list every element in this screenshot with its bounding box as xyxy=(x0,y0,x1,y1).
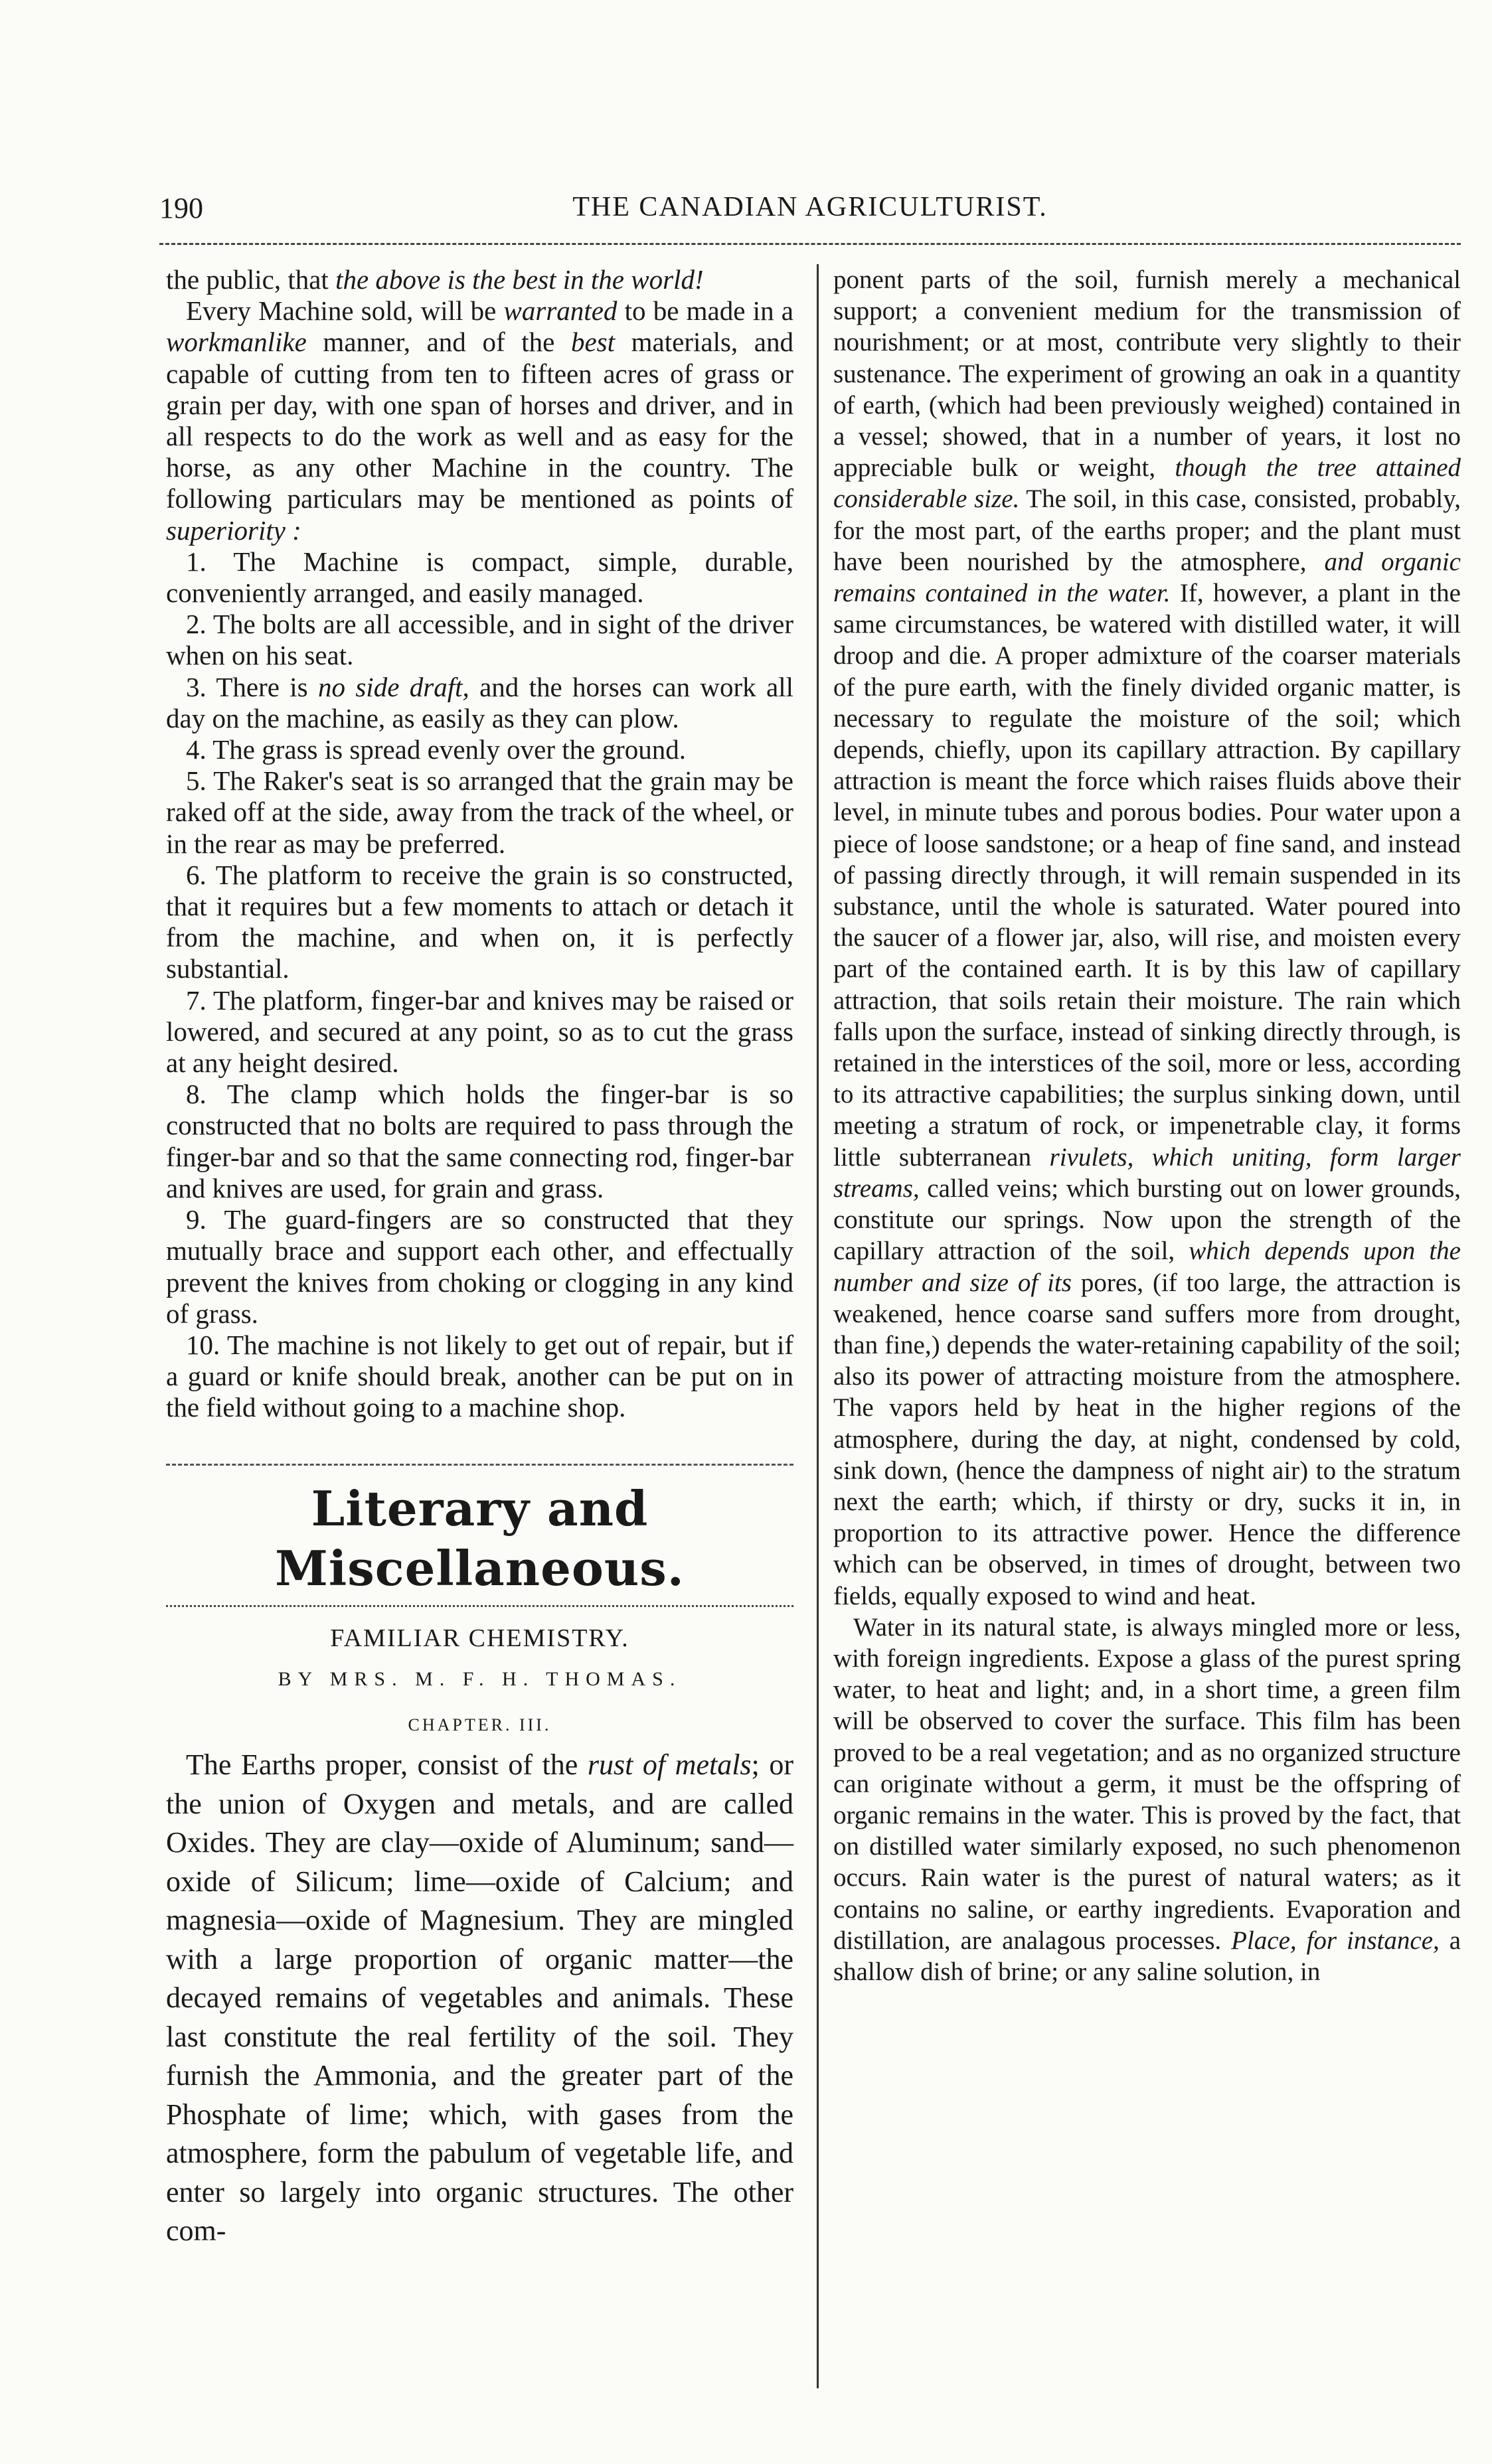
header-rule xyxy=(159,243,1461,245)
page-header xyxy=(159,191,1461,238)
soil-paragraph: ponent parts of the soil, furnish merely a mechanical support; a convenient medium for the transmission of nourishment; or at most, contribute very slightly to their sustenance. The experiment of growing an oak in a quantity of earth, (which had been previously weighed) contained in a vessel; showed, that in a number of years, it lost no appreciable bulk or weight, though the tree attained considerable size. The soil, in this case, consisted, probably, for the most part, of the earths proper; and the plant must have been nourished by the atmosphere, and organic remains contained in the water. If, however, a plant in the same circumstances, be watered with distilled water, it will droop and die. A proper admixture of the coarser materials of the pure earth, with the finely divided organic matter, is necessary to regulate the moisture of the soil; which depends, chiefly, upon its capillary attraction. By capillary attraction is meant the force which raises fluids above their level, in minute tubes and porous bodies. Pour water upon a piece of loose sandstone; or a heap of fine sand, and instead of passing directly through, it will remain suspended in its substance, until the whole is saturated. Water poured into the saucer of a flower jar, also, will rise, and moisten every part of the contained earth. It is by this law of capillary attraction, that soils retain their moisture. The rain which falls upon the surface, instead of sinking directly through, is retained in the interstices of the soil, more or less, according to its attractive capabilities; the surplus sinking down, until meeting a stratum of rock, or impenetrable clay, it forms little subterranean rivulets, which uniting, form larger streams, called veins; which bursting out on lower grounds, constitute our springs. Now upon the strength of the capillary attraction of the soil, which depends upon the number and size of its pores, (if too large, the attraction is weakened, hence coarse sand suffers more from drought, than fine,) depends the water-retaining capability of the soil; also its power of attracting moisture from the atmosphere. The vapors held by heat in the higher regions of the atmosphere, during the day, at night, condensed by cold, sink down, (hence the dampness of night air) to the stratum next the earth; which, if thirsty or dry, sucks it in, in proportion to its attractive power. Hence the difference which can be observed, in times of drought, between two fields, equally exposed to wind and heat. xyxy=(833,266,1461,1610)
chapter-heading: CHAPTER. III. xyxy=(408,1715,552,1734)
point-2: 2. The bolts are all accessible, and in sight of the driver when on his seat. xyxy=(166,609,793,671)
point-8: 8. The clamp which holds the finger-bar is so constructed that no bolts are required to pass through the finger-bar and so that the same connecting rod, finger-bar and knives are used, for grain and grass. xyxy=(166,1079,793,1203)
section-divider xyxy=(166,1464,793,1466)
warranty-paragraph: Every Machine sold, will be warranted to be made in a workmanlike manner, and of the best materials, and capable of cutting from ten to fifteen acres of grass or grain per day, with one span of horses and driver, and in all respects to do the work as well and as easy for the horse, as any other Machine in the country. The following particulars may be mentioned as points of superiority : xyxy=(166,295,793,546)
left-column xyxy=(166,264,793,2251)
page-number: 190 xyxy=(159,192,203,224)
intro-paragraph: the public, that the above is the best in the world! xyxy=(166,264,704,295)
point-6: 6. The platform to receive the grain is so constructed, that it requires but a few moments to attach or detach it from the machine, and when on, it is perfectly substantial. xyxy=(166,859,793,984)
point-9: 9. The guard-fingers are so constructed that they mutually brace and support each other, and effectually prevent the knives from choking or clogging in any kind of grass. xyxy=(166,1204,793,1329)
section-title: Literary and Miscellaneous. xyxy=(275,1480,685,1596)
point-10: 10. The machine is not likely to get out of repair, but if a guard or knife should break, another can be put on in the field without going to a machine shop. xyxy=(166,1329,793,1423)
right-column xyxy=(833,264,1461,1987)
point-4: 4. The grass is spread evenly over the ground. xyxy=(186,734,686,765)
column-divider xyxy=(817,264,819,2388)
point-1: 1. The Machine is compact, simple, durable, conveniently arranged, and easily managed. xyxy=(166,546,793,609)
article-title: FAMILIAR CHEMISTRY. xyxy=(330,1624,629,1652)
water-paragraph: Water in its natural state, is always mingled more or less, with foreign ingredients. Expose a glass of the purest spring water, to heat and light; and, in a short time, a green film will be observed to cover the surface. This film has been proved to be a real vegetation; and as no organized structure can originate without a germ, it must be the offspring of organic remains in the water. This is proved by the fact, that on distilled water similarly exposed, no such phenomenon occurs. Rain water is the purest of natural waters; as it contains no saline, or earthy ingredients. Evaporation and distillation, are analagous processes. Place, for instance, a shallow dish of brine; or any saline solution, in xyxy=(833,1612,1461,1986)
point-3: 3. There is no side draft, and the horses can work all day on the machine, as easily as they can plow. xyxy=(166,671,794,733)
ornamental-rule xyxy=(166,1605,793,1607)
earths-paragraph: The Earths proper, consist of the rust of metals; or the union of Oxygen and metals, and are called Oxides. They are clay—oxide of Aluminum; sand—oxide of Silicum; lime—oxide of Calcium; and magnesia—oxide of Magnesium. They are mingled with a large proportion of organic matter—the decayed remains of vegetables and animals. These last constitute the real fertility of the soil. They furnish the Ammonia, and the greater part of the Phosphate of lime; which, with gases from the atmosphere, form the pabulum of vegetable life, and enter so largely into organic structures. The other com- xyxy=(166,1748,793,2248)
byline: BY MRS. M. F. H. THOMAS. xyxy=(278,1667,682,1690)
point-5: 5. The Raker's seat is so arranged that the grain may be raked off at the side, away from the track of the wheel, or in the rear as may be preferred. xyxy=(166,765,793,859)
point-7: 7. The platform, finger-bar and knives may be raised or lowered, and secured at any point, so as to cut the grass at any height desired. xyxy=(166,984,793,1079)
running-head: THE CANADIAN AGRICULTURIST. xyxy=(572,192,1048,222)
